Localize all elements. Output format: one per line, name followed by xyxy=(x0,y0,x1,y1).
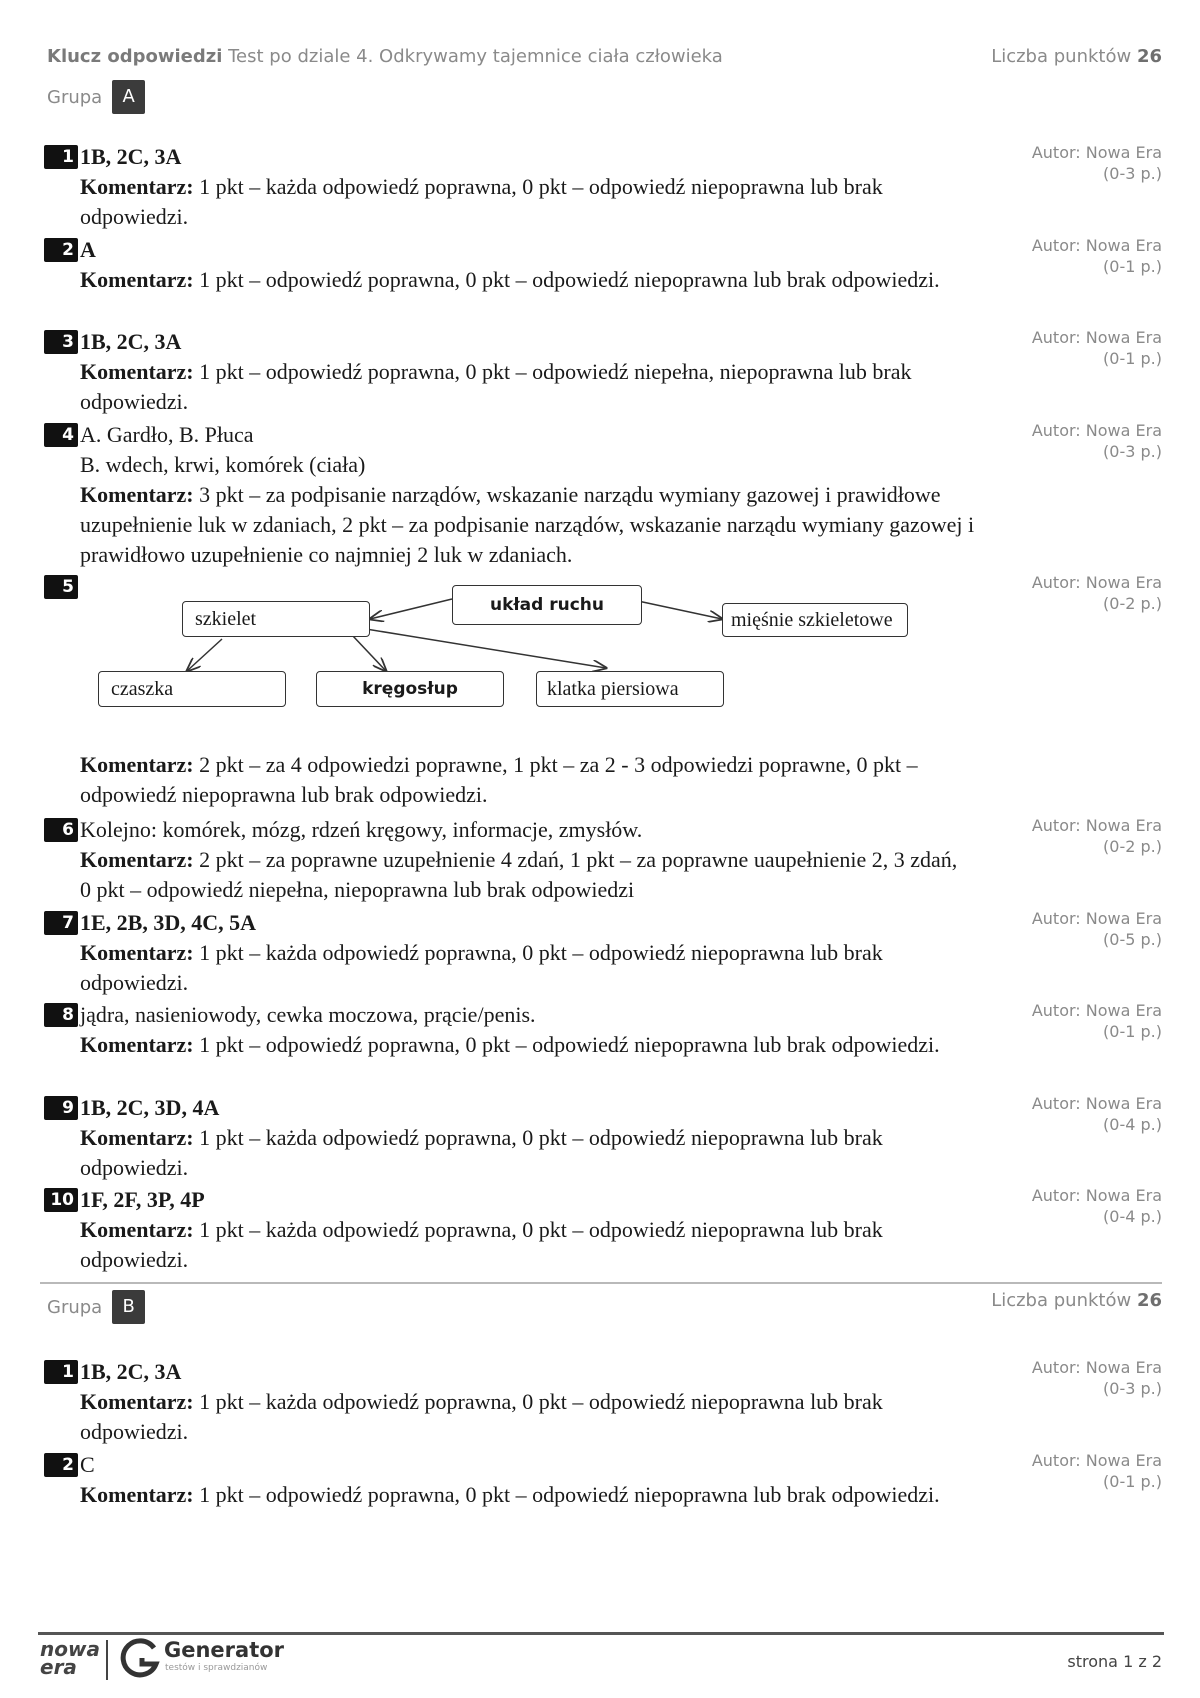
answer: 1F, 2F, 3P, 4P xyxy=(80,1187,205,1212)
group-a-label: Grupa xyxy=(47,86,103,108)
question-a-8 xyxy=(44,1000,994,1060)
question-a-1-meta: Autor: Nowa Era (0-3 p.) xyxy=(1031,143,1162,183)
answer: 1B, 2C, 3D, 4A xyxy=(80,1095,220,1120)
question-number: 10 xyxy=(44,1188,78,1212)
generator-logo-text: Generator xyxy=(164,1638,285,1662)
answer: A. Gardło, B. Płuca xyxy=(80,422,254,447)
question-a-8-meta: Autor: Nowa Era (0-1 p.) xyxy=(1031,1001,1162,1041)
question-a-5-comment xyxy=(44,750,994,810)
question-a-10 xyxy=(44,1185,994,1275)
node-spine: kręgosłup xyxy=(316,671,504,707)
question-number: 3 xyxy=(44,330,78,354)
group-separator xyxy=(40,1282,1162,1284)
node-skeleton: szkielet xyxy=(182,601,370,637)
document-header xyxy=(47,46,1162,67)
comment: Komentarz: 1 pkt – odpowiedź poprawna, 0 pkt – odpowiedź niepełna, niepoprawna lub brak odpowiedzi. xyxy=(80,359,912,414)
header-title-strong: Klucz odpowiedzi xyxy=(47,46,223,67)
comment: Komentarz: 1 pkt – każda odpowiedź poprawna, 0 pkt – odpowiedź niepoprawna lub brak odpowiedzi. xyxy=(80,940,883,995)
question-b-2-meta: Autor: Nowa Era (0-1 p.) xyxy=(1031,1451,1162,1491)
question-number: 2 xyxy=(44,238,78,262)
answer: 1B, 2C, 3A xyxy=(80,144,182,169)
question-a-2-meta: Autor: Nowa Era (0-1 p.) xyxy=(1031,236,1162,276)
group-b-badge: B xyxy=(112,1290,145,1324)
comment: Komentarz: 1 pkt – każda odpowiedź poprawna, 0 pkt – odpowiedź niepoprawna lub brak odpowiedzi. xyxy=(80,174,883,229)
group-a-header xyxy=(47,80,145,114)
arrow-to-skeleton xyxy=(370,599,452,619)
question-number: 8 xyxy=(44,1003,78,1027)
question-number: 4 xyxy=(44,423,78,447)
movement-system-diagram xyxy=(90,583,930,718)
comment: Komentarz: 1 pkt – każda odpowiedź poprawna, 0 pkt – odpowiedź niepoprawna lub brak odpowiedzi. xyxy=(80,1389,883,1444)
node-movement-system: układ ruchu xyxy=(452,585,642,625)
question-a-3-meta: Autor: Nowa Era (0-1 p.) xyxy=(1031,328,1162,368)
question-number: 5 xyxy=(44,575,78,599)
question-a-9 xyxy=(44,1093,994,1183)
question-a-4-meta: Autor: Nowa Era (0-3 p.) xyxy=(1031,421,1162,461)
group-b-points: Liczba punktów 26 xyxy=(991,1290,1162,1311)
question-a-5-meta: Autor: Nowa Era (0-2 p.) xyxy=(1031,573,1162,613)
question-number: 1 xyxy=(44,1360,78,1384)
group-a-badge: A xyxy=(112,80,145,114)
question-a-6-meta: Autor: Nowa Era (0-2 p.) xyxy=(1031,816,1162,856)
node-ribcage: klatka piersiowa xyxy=(536,671,724,707)
question-a-10-meta: Autor: Nowa Era (0-4 p.) xyxy=(1031,1186,1162,1226)
generator-logo-icon xyxy=(120,1638,162,1680)
answer: jądra, nasieniowody, cewka moczowa, prącie/penis. xyxy=(80,1002,536,1027)
answer: C xyxy=(80,1452,95,1477)
generator-logo-subtitle: testów i sprawdzianów xyxy=(165,1663,268,1673)
comment: Komentarz: 1 pkt – odpowiedź poprawna, 0 pkt – odpowiedź niepoprawna lub brak odpowiedzi. xyxy=(80,1032,940,1057)
arrow-to-ribcage xyxy=(366,629,606,668)
comment: Komentarz: 1 pkt – każda odpowiedź poprawna, 0 pkt – odpowiedź niepoprawna lub brak odpowiedzi. xyxy=(80,1217,883,1272)
question-a-2 xyxy=(44,235,994,295)
comment: Komentarz: 1 pkt – odpowiedź poprawna, 0 pkt – odpowiedź niepoprawna lub brak odpowiedzi. xyxy=(80,1482,940,1507)
group-b-header xyxy=(47,1290,145,1324)
comment: Komentarz: 2 pkt – za 4 odpowiedzi poprawne, 1 pkt – za 2 - 3 odpowiedzi poprawne, 0 pkt – odpowiedź niepoprawna lub brak odpowiedzi. xyxy=(80,752,918,807)
question-a-6 xyxy=(44,815,994,905)
group-b-points-value: 26 xyxy=(1136,1290,1162,1311)
node-skull: czaszka xyxy=(98,671,286,707)
header-points: Liczba punktów 26 xyxy=(991,46,1162,67)
question-b-1 xyxy=(44,1357,994,1447)
arrow-to-muscles xyxy=(638,601,722,619)
question-b-2 xyxy=(44,1450,994,1510)
answer-2: B. wdech, krwi, komórek (ciała) xyxy=(80,452,366,477)
question-number: 1 xyxy=(44,145,78,169)
answer: A xyxy=(80,237,96,262)
comment: Komentarz: 3 pkt – za podpisanie narządów, wskazanie narządu wymiany gazowej i prawidłowe uzupełnienie luk w zdaniach, 2 pkt – za podpisanie narządów, wskazanie narządu wymiany gazowej i prawidłowo uzupełnienie co najmniej 2 luk w zdaniach. xyxy=(80,482,975,567)
question-a-7 xyxy=(44,908,994,998)
answer: 1B, 2C, 3A xyxy=(80,329,182,354)
logo-divider xyxy=(106,1640,108,1680)
arrow-to-spine xyxy=(352,635,386,671)
question-a-1 xyxy=(44,142,994,232)
header-points-value: 26 xyxy=(1136,46,1162,67)
arrow-to-skull xyxy=(187,639,222,671)
page-number: strona 1 z 2 xyxy=(1067,1652,1162,1671)
footer-divider xyxy=(38,1632,1164,1635)
nowa-era-logo: nowa era xyxy=(40,1637,100,1679)
comment: Komentarz: 2 pkt – za poprawne uzupełnienie 4 zdań, 1 pkt – za poprawne uaupełnienie 2, 3 zdań, 0 pkt – odpowiedź niepełna, niepoprawna lub brak odpowiedzi xyxy=(80,847,991,902)
question-a-4 xyxy=(44,420,994,570)
header-title: Test po dziale 4. Odkrywamy tajemnice ciała człowieka xyxy=(228,46,723,67)
question-number: 9 xyxy=(44,1096,78,1120)
question-number: 7 xyxy=(44,911,78,935)
question-number: 6 xyxy=(44,818,78,842)
comment: Komentarz: 1 pkt – odpowiedź poprawna, 0 pkt – odpowiedź niepoprawna lub brak odpowiedzi. xyxy=(80,267,940,292)
question-a-3 xyxy=(44,327,994,417)
node-skeletal-muscles: mięśnie szkieletowe xyxy=(722,603,908,637)
question-number: 2 xyxy=(44,1453,78,1477)
comment: Komentarz: 1 pkt – każda odpowiedź poprawna, 0 pkt – odpowiedź niepoprawna lub brak odpowiedzi. xyxy=(80,1125,883,1180)
question-b-1-meta: Autor: Nowa Era (0-3 p.) xyxy=(1031,1358,1162,1398)
group-b-label: Grupa xyxy=(47,1296,103,1318)
question-a-7-meta: Autor: Nowa Era (0-5 p.) xyxy=(1031,909,1162,949)
answer: 1B, 2C, 3A xyxy=(80,1359,182,1384)
answer: 1E, 2B, 3D, 4C, 5A xyxy=(80,910,257,935)
answer: Kolejno: komórek, mózg, rdzeń kręgowy, informacje, zmysłów. xyxy=(80,817,643,842)
question-a-9-meta: Autor: Nowa Era (0-4 p.) xyxy=(1031,1094,1162,1134)
